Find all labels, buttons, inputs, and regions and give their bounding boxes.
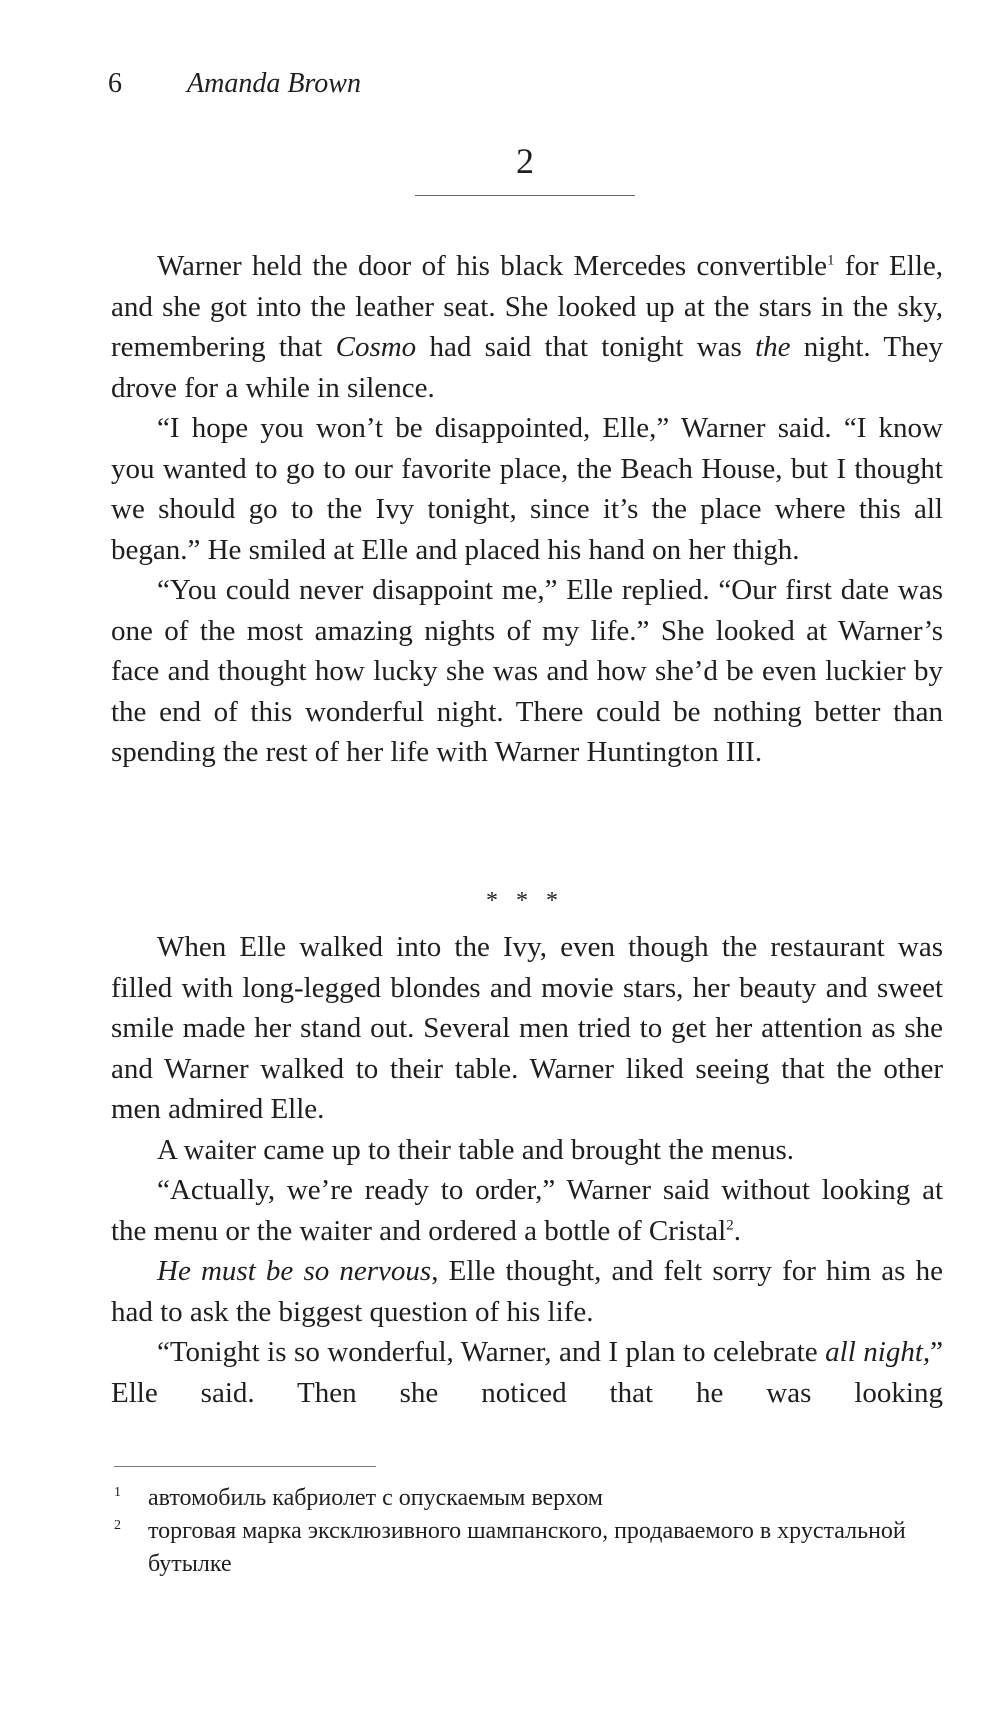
- footnote-1: [114, 1482, 944, 1515]
- paragraph: Warner held the door of his black Mercedes convertible$^1$ for Elle, and she got into the leather seat. She looked up at the stars in the sky, remembering that Cosmo had said that tonight was the night. They drove for a while in silence.: [111, 250, 943, 404]
- paragraph: When Elle walked into the Ivy, even though the restaurant was filled with long-legged blondes and movie stars, her beauty and sweet smile made her stand out. Several men tried to get her attention as she and Warner walked to their table. Warner liked seeing that the other men admired Elle.: [111, 931, 943, 1125]
- chapter-divider: [415, 195, 635, 196]
- footnotes: [114, 1482, 944, 1581]
- paragraph: A waiter came up to their table and brought the menus.: [157, 1133, 795, 1166]
- section-break-ornament: * * *: [486, 888, 564, 914]
- footnote-2: [114, 1515, 944, 1581]
- section-2: [111, 927, 943, 1413]
- running-head-author: Amanda Brown: [187, 68, 361, 99]
- footnote-text: автомобиль кабриолет с опускаемым верхом: [148, 1485, 603, 1511]
- footnote-ref-1: 1: [827, 252, 835, 269]
- footnote-ref-2: 2: [726, 1216, 734, 1233]
- paragraph: “Tonight is so wonderful, Warner, and I plan to celebrate all night,” Elle said. Then she noticed that he was looking: [111, 1336, 944, 1409]
- running-head: [108, 68, 361, 100]
- paragraph: “I hope you won’t be disappointed, Elle,” Warner said. “I know you wanted to go to our favorite place, the Beach House, but I thought we should go to the Ivy tonight, since it’s the place where this all began.” He smiled at Elle and placed his hand on her thigh.: [111, 412, 943, 566]
- footnote-mark: 1: [114, 1485, 121, 1500]
- page-number: 6: [108, 68, 122, 99]
- paragraph: He must be so nervous, Elle thought, and felt sorry for him as he had to ask the biggest question of his life.: [111, 1255, 943, 1328]
- footnote-divider: [114, 1466, 376, 1467]
- footnote-mark: 2: [114, 1518, 121, 1533]
- paragraph: “You could never disappoint me,” Elle replied. “Our first date was one of the most amazing nights of my life.” She looked at Warner’s face and thought how lucky she was and how she’d be even luckier by the end of this wonderful night. There could be nothing better than spending the rest of her life with Warner Huntington III.: [111, 574, 943, 768]
- footnote-text: торговая марка эксклюзивного шампанского, продаваемого в хрустальной бутылке: [148, 1518, 906, 1577]
- section-1: [111, 246, 943, 773]
- paragraph: “Actually, we’re ready to order,” Warner said without looking at the menu or the waiter and ordered a bottle of Cristal$^2$.: [111, 1174, 943, 1247]
- chapter-number: 2: [516, 141, 534, 181]
